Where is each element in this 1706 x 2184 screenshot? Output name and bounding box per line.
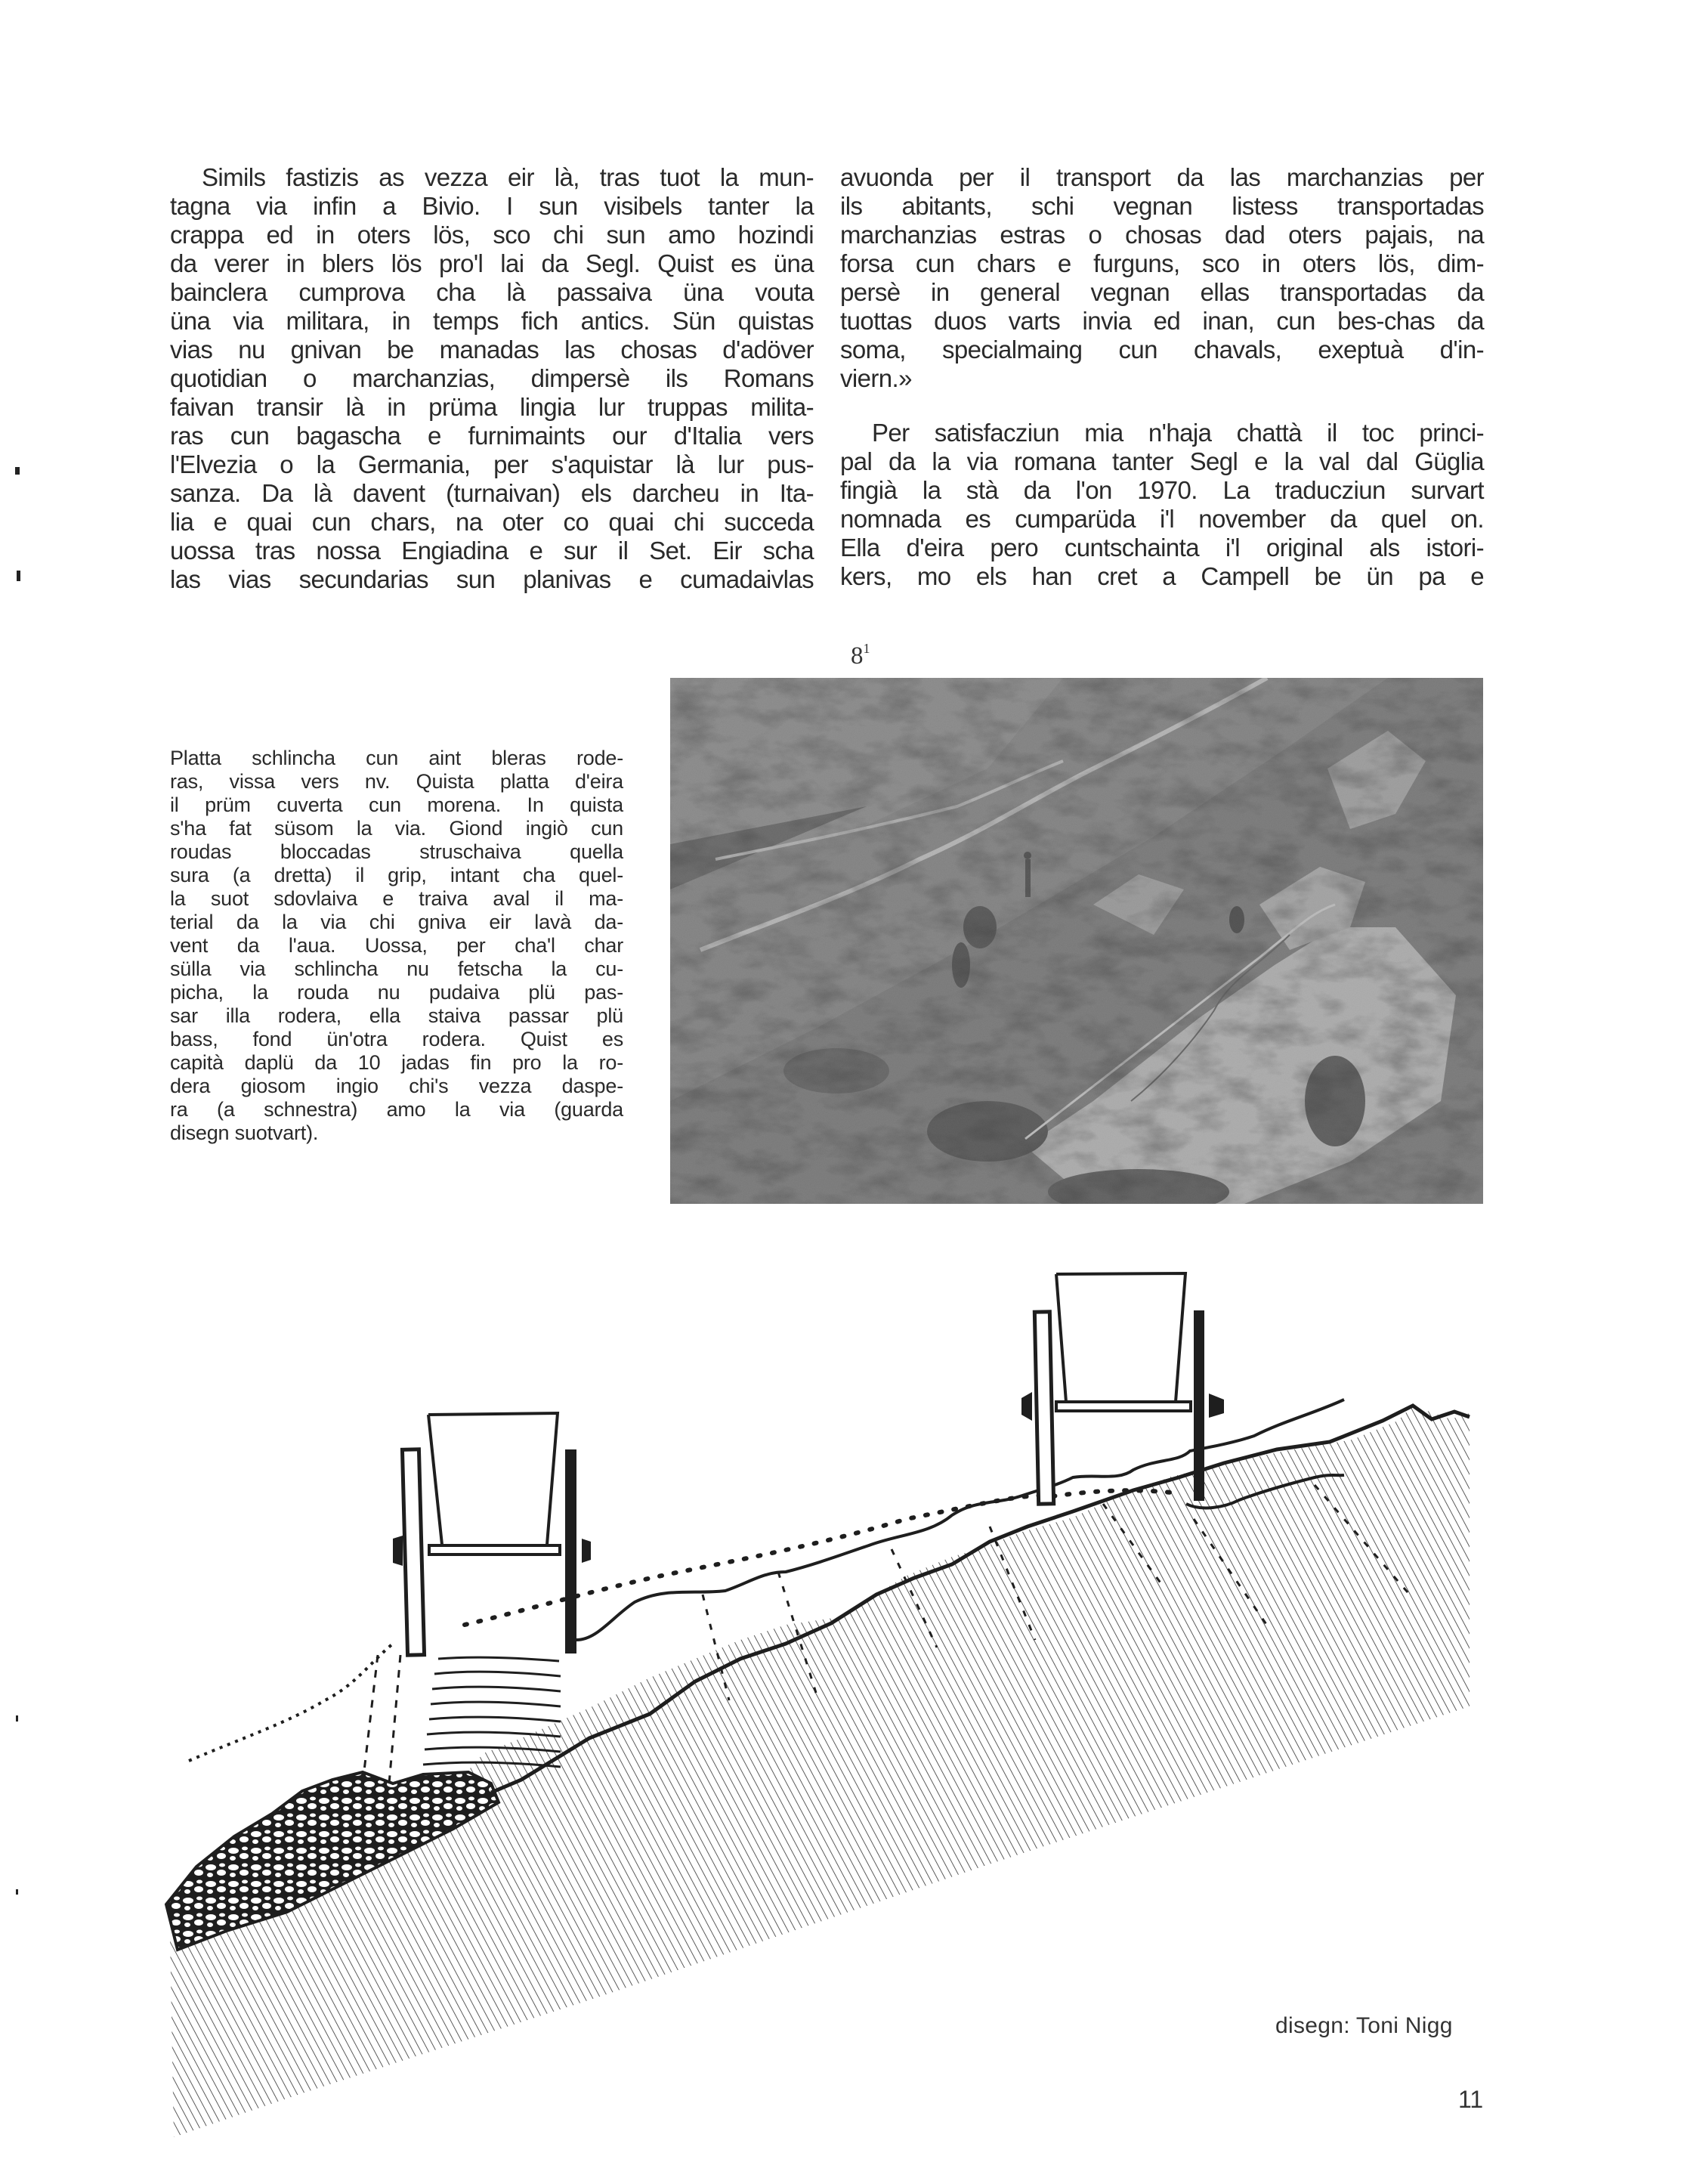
caption-line: picha, la rouda nu pudaiva plü pas- — [170, 981, 623, 1004]
text-line: tagna via infin a Bivio. I sun visibels tanter la — [170, 192, 814, 220]
text-line: ras cun bagascha e furnimaints our d'Italia vers — [170, 422, 814, 450]
hub-right — [582, 1539, 591, 1563]
caption-line: disegn suotvart). — [170, 1121, 319, 1144]
text-line: crappa ed in oters lös, sco chi sun amo hozindi — [170, 221, 814, 249]
text-line: üna via militara, in temps fich antics. Sün quistas — [170, 307, 814, 335]
wheel-left — [1034, 1312, 1053, 1504]
scan-mark — [16, 1889, 18, 1895]
text-line: marchanzias estras o chosas dad oters pajais, na — [840, 221, 1484, 249]
wheel-left — [402, 1449, 424, 1655]
page-number: 11 — [1458, 2086, 1484, 2113]
text-line: viern.» — [840, 364, 912, 392]
caption-line: sura (a dretta) il grip, intant cha quel- — [170, 864, 623, 886]
text-line: tuottas duos varts invia ed inan, cun bes-chas da — [840, 307, 1484, 335]
text-line: vias nu gnivan be manadas las chosas d'adöver — [170, 336, 814, 363]
drawing-credit: disegn: Toni Nigg — [1275, 2013, 1453, 2038]
text-line: nomnada es cumparüda i'l november da quel on. — [840, 505, 1484, 533]
hub-left — [1021, 1392, 1032, 1421]
cart-body — [1056, 1273, 1185, 1402]
text-line: faivan transir là in prüma lingia lur truppas milita- — [170, 393, 814, 421]
figure-superscript: 1 — [863, 641, 870, 656]
hub-left — [393, 1536, 403, 1566]
wheel-right — [1194, 1310, 1204, 1501]
caption-line: ras, vissa vers nv. Quista platta d'eira — [170, 770, 623, 793]
text-line: avuonda per il transport da las marchanzias per — [840, 163, 1484, 191]
right-cart — [1021, 1273, 1224, 1504]
rut-ticks-left — [363, 1655, 400, 1783]
text-line: persè in general vegnan ellas transportadas da — [840, 278, 1484, 306]
text-line: Simils fastizis as vezza eir là, tras tuot la mun- — [202, 163, 814, 191]
text-line: ils abitants, schi vegnan listess transportadas — [840, 192, 1484, 220]
axle — [429, 1545, 560, 1554]
text-line: bainclera cumprova cha là passaiva üna vouta — [170, 278, 814, 306]
cart-body — [428, 1413, 558, 1545]
text-line: quotidian o marchanzias, dimpersè ils Romans — [170, 364, 814, 392]
text-line: uossa tras nossa Engiadina e sur il Set. Eir scha — [170, 537, 814, 565]
scan-mark — [15, 467, 20, 475]
text-line: las vias secundarias sun planivas e cumadaivlas — [170, 565, 814, 593]
caption-line: s'ha fat süsom la via. Giond ingiò cun — [170, 817, 623, 840]
figure-number: 8 — [851, 642, 864, 670]
text-line: soma, specialmaing cun chavals, exeptuà d'in- — [840, 336, 1484, 363]
wheel-right — [565, 1449, 576, 1653]
caption-line: ra (a schnestra) amo la via (guarda — [170, 1098, 623, 1121]
text-line: Ella d'eira pero cuntschainta i'l original als istori- — [840, 534, 1484, 561]
caption-line: dera giosom ingio chi's vezza daspe- — [170, 1075, 623, 1097]
text-line: Per satisfacziun mia n'haja chattà il toc princi- — [872, 419, 1484, 447]
scan-mark — [17, 571, 20, 581]
caption-line: terial da la via chi gniva eir lavà da- — [170, 911, 623, 933]
caption-line: capità daplü da 10 jadas fin pro la ro- — [170, 1051, 623, 1074]
dashed-left-profile — [189, 1644, 393, 1761]
caption-line: vent da l'aua. Uossa, per cha'l char — [170, 934, 623, 957]
axle — [1056, 1402, 1191, 1411]
hub-right — [1209, 1394, 1224, 1418]
text-line: lia e quai cun chars, na oter co quai chi succeda — [170, 508, 814, 536]
text-line: kers, mo els han cret a Campell be ün pa e — [840, 562, 1484, 590]
caption-line: sar illa rodera, ella staiva passar plü — [170, 1004, 623, 1027]
text-line: l'Elvezia o la Germania, per s'aquistar là lur pus- — [170, 450, 814, 478]
caption-line: süllа via schlincha nu fetscha la cu- — [170, 957, 623, 980]
caption-line: roudas bloccadas struschaiva quella — [170, 840, 623, 863]
caption-line: bass, fond ün'otra rodera. Quist es — [170, 1028, 623, 1050]
caption-line: Platta schlincha cun aint bleras rode- — [170, 747, 623, 769]
text-line: pal da la via romana tanter Segl e la val dal Güglia — [840, 447, 1484, 475]
caption-line: il prüm cuverta cun morena. In quista — [170, 793, 623, 816]
caption-line: la suot sdovlaiva e traiva aval il ma- — [170, 887, 623, 910]
text-line: sanza. Da là davent (turnaivan) els darcheu in Ita- — [170, 479, 814, 507]
text-line: da verer in blers lös pro'l lai da Segl. Quist es üna — [170, 249, 814, 277]
text-line: forsa cun chars e furguns, sco in oters lös, dim- — [840, 249, 1484, 277]
text-line: fingià la stà da l'on 1970. La traducziun survart — [840, 476, 1484, 504]
scan-mark — [16, 1715, 18, 1722]
